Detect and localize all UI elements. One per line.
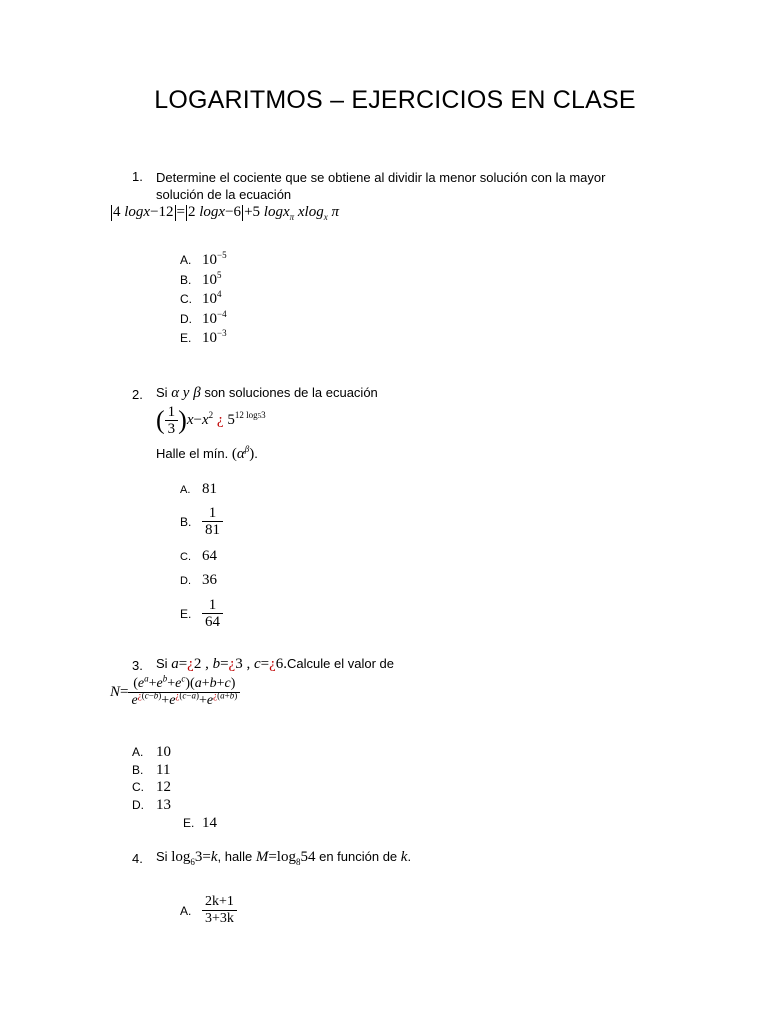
option-label: B.	[132, 763, 144, 777]
option-fraction: $\frac{2k+1}{3+3k}$	[202, 894, 237, 927]
option-label: A.	[132, 745, 144, 759]
q4-number: 4.	[132, 851, 143, 866]
q3-number: 3.	[132, 658, 143, 673]
q2-text: Si α y β son soluciones de la ecuación	[156, 385, 378, 401]
q2-number: 2.	[132, 387, 143, 402]
q3-text: Si a=¿2 , b=¿3 , c=¿6.Calcule el valor de	[156, 656, 394, 672]
option-label: E.	[180, 606, 192, 621]
q2-equation: ( $\frac{1}{3}$ )$x-x^2$ ¿ $5^{12 log53}$	[156, 404, 266, 437]
q2-halle-text: Halle el mín.	[156, 446, 229, 461]
q4-post: en función de	[319, 849, 398, 864]
option-value: 13	[156, 797, 171, 813]
option-fraction: $\frac{1}{81}$	[202, 505, 223, 538]
option-value: 12	[156, 779, 171, 795]
q4-pre: Si	[156, 849, 168, 864]
q3-post: Calcule el valor de	[287, 656, 394, 671]
q2-option-c[interactable]	[180, 548, 217, 565]
q2-post: son soluciones de la ecuación	[204, 385, 378, 400]
option-label: D.	[180, 575, 191, 587]
option-value: $10^{-4}$	[202, 309, 227, 327]
q2-option-e[interactable]	[180, 597, 223, 630]
option-value: 10	[156, 744, 171, 760]
q4-option-a[interactable]	[180, 894, 237, 927]
option-fraction: $\frac{1}{64}$	[202, 597, 223, 630]
option-label: C.	[132, 780, 144, 794]
option-label: E.	[183, 816, 195, 830]
q3-option-d[interactable]	[132, 797, 171, 814]
option-label: B.	[180, 273, 192, 287]
q4-text: Si $\log_63=k$, halle $M=\log_854$ en función de k.	[156, 849, 412, 867]
page-title: LOGARITMOS – EJERCICIOS EN CLASE	[154, 86, 636, 114]
option-value: $10^5$	[202, 270, 222, 288]
option-label: A.	[180, 484, 191, 496]
q3-option-b[interactable]	[132, 762, 170, 779]
option-value: 81	[202, 481, 217, 497]
q2-option-d[interactable]	[180, 572, 217, 589]
option-label: D.	[180, 312, 192, 326]
q1-option-d[interactable]	[180, 311, 227, 328]
option-label: C.	[180, 551, 191, 563]
q4-mid: , halle	[217, 849, 253, 864]
option-value: $10^{-5}$	[202, 250, 227, 268]
option-label: C.	[180, 292, 192, 306]
option-label: E.	[180, 331, 192, 345]
q1-option-a[interactable]	[180, 252, 227, 269]
q2-pre: Si	[156, 385, 168, 400]
option-value: $10^4$	[202, 289, 222, 307]
option-value: 64	[202, 548, 217, 564]
q1-equation: 4 logx−12 = 2 logx−6 +5 logx$_\pi$ xlog$_x$ π	[113, 204, 339, 222]
option-value: 14	[202, 815, 217, 831]
q2-halle: Halle el mín. $(\alpha^\beta)$.	[156, 444, 258, 462]
q3-option-a[interactable]	[132, 744, 171, 761]
option-value: 11	[156, 762, 171, 778]
q3-option-c[interactable]	[132, 779, 171, 796]
q3-option-e[interactable]	[183, 815, 217, 832]
option-value: 36	[202, 572, 217, 588]
q1-option-c[interactable]	[180, 291, 222, 308]
option-label: A.	[180, 253, 192, 267]
option-label: D.	[132, 798, 144, 812]
q1-text: Determine el cociente que se obtiene al dividir la menor solución con la mayor solución de la ecuación	[156, 170, 606, 202]
q3-pre: Si	[156, 656, 168, 671]
option-label: A.	[180, 903, 192, 918]
q2-option-a[interactable]	[180, 481, 217, 498]
q1-number: 1.	[132, 169, 143, 184]
option-value: $10^{-3}$	[202, 328, 227, 346]
q3-formula: N= $\frac{(e^a+e^b+e^c)(a+b+c)}{e^{¿(c-b)}+e^{¿(c-a)}+e^{¿(a+b)}}$	[110, 676, 240, 709]
q2-option-b[interactable]	[180, 505, 223, 538]
q1-option-e[interactable]	[180, 330, 227, 347]
q1-option-b[interactable]	[180, 272, 222, 289]
option-label: B.	[180, 514, 192, 529]
